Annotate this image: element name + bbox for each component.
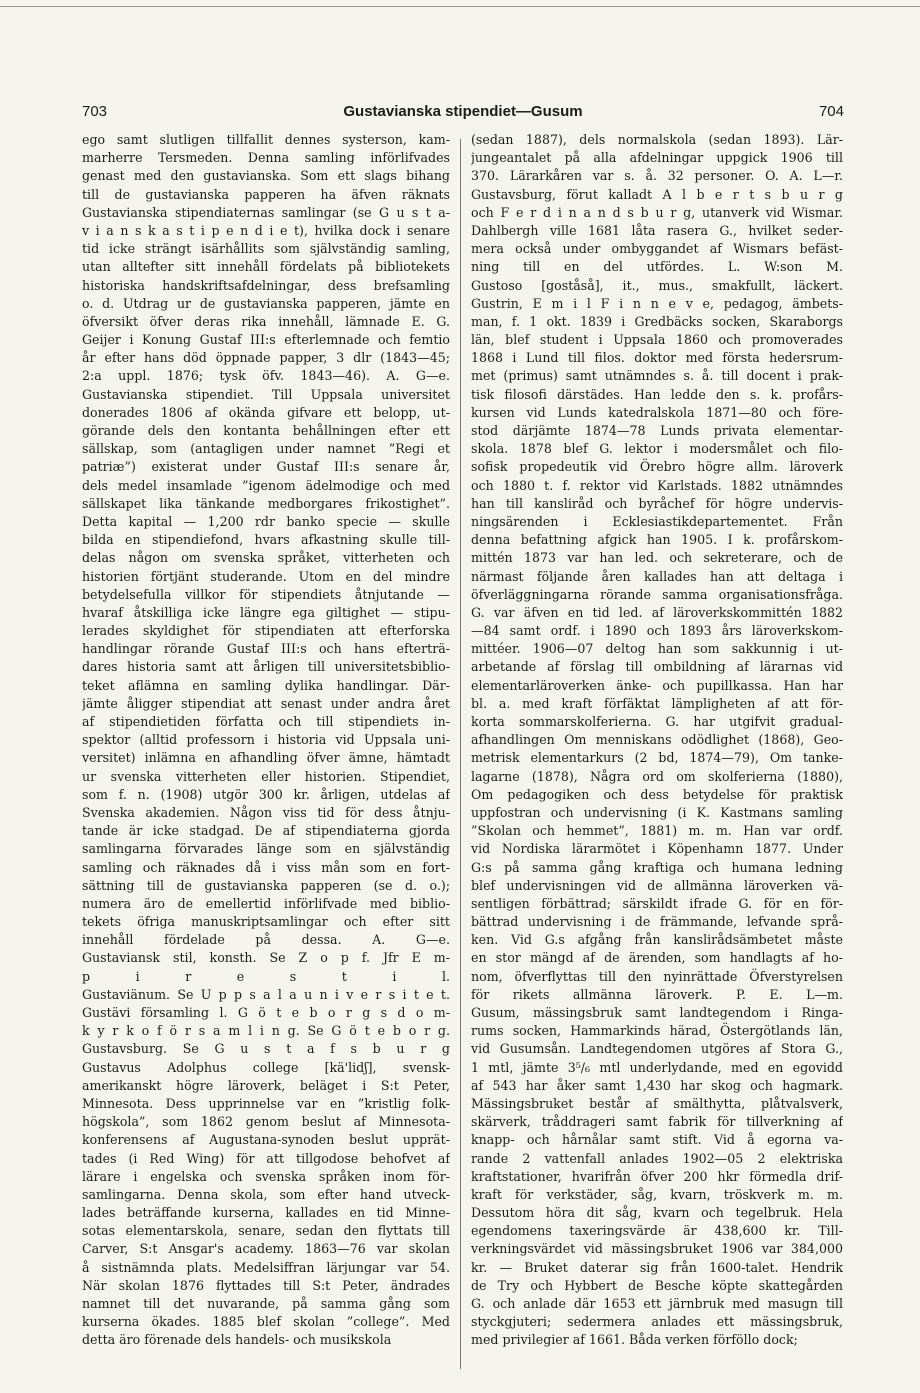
- text-line: Gustavsburg. Se G u s t a f s b u r g: [82, 1041, 450, 1057]
- text-line: samlingarna. Denna skola, som efter hand utveck-: [82, 1186, 450, 1202]
- text-line: nom, öfverflyttas till den nyinrättade Öfverstyrelsen: [471, 968, 843, 984]
- text-line: arbetande af förslag till ombildning af lärarnas vid: [471, 659, 843, 675]
- text-line: å sistnämnda plats. Medelsiffran lärjungar var 54.: [82, 1259, 450, 1275]
- text-line: 1868 i Lund till filos. doktor med första hedersrum-: [471, 350, 843, 366]
- text-line: G. var äfven en tid led. af läroverkskommittén 1882: [471, 604, 843, 620]
- text-line: egendomens taxeringsvärde är 438,600 kr. Till-: [471, 1223, 843, 1239]
- text-line: för rikets allmänna läroverk. P. E. L—m.: [471, 986, 843, 1002]
- text-line: donerades 1806 af okända gifvare ett belopp, ut-: [82, 404, 450, 420]
- text-line: närmast följande åren kallades han att deltaga i: [471, 568, 843, 584]
- text-line: Dessutom höra dit såg, kvarn och tegelbruk. Hela: [471, 1205, 843, 1221]
- text-line: 370. Lärarkåren var s. å. 32 personer. O. A. L—r.: [471, 168, 843, 184]
- text-line: lades beträffande kurserna, kallades en tid Minne-: [82, 1205, 450, 1221]
- text-line: man, f. 1 okt. 1839 i Gredbäcks socken, Skaraborgs: [471, 313, 843, 329]
- text-line: styckgjuteri; sedermera anlades ett mässingsbruk,: [471, 1314, 843, 1330]
- text-line: blef undervisningen vid de allmänna läroverken vä-: [471, 877, 843, 893]
- text-line: metrisk elementarkurs (2 bd, 1874—79), Om tanke-: [471, 750, 843, 766]
- text-line: görande dels den kontanta behållningen efter ett: [82, 423, 450, 438]
- text-line: p i r e s t i l.: [82, 968, 450, 984]
- text-line: detta äro förenade dels handels- och musikskola: [82, 1332, 392, 1348]
- text-line: versitet) inlämna en afhandling öfver ämne, hämtadt: [82, 750, 450, 766]
- text-line: Geijer i Konung Gustaf III:s efterlemnade och femtio: [82, 332, 450, 348]
- text-line: Gusum, mässingsbruk samt landtegendom i Ringa-: [471, 1005, 843, 1020]
- text-line: sällskapet lika tänkande medborgares frikostighet”.: [82, 495, 450, 511]
- text-line: utan alltefter sitt innehåll fördelats på bibliotekets: [82, 259, 450, 275]
- text-line: mittéer. 1906—07 deltog han som sakkunnig i ut-: [471, 641, 843, 657]
- text-line: skola. 1878 blef G. lektor i modersmålet och filo-: [471, 441, 843, 457]
- text-line: Gustavus Adolphus college [kä'lidʃ], svensk-: [82, 1059, 450, 1075]
- text-line: sofisk propedeutik vid Örebro högre allm. läroverk: [471, 459, 843, 475]
- text-line: uppfostran och undervisning (i K. Kastmans samling: [471, 804, 843, 820]
- left-column: [82, 131, 450, 1350]
- text-line: kraftstationer, hvarifrån öfver 200 hkr förmedla drif-: [471, 1168, 843, 1184]
- text-line: Gustrin, E m i l F i n n e v e, pedagog, ämbets-: [471, 295, 843, 311]
- text-line: met (primus) samt utnämndes s. å. till docent i prak-: [471, 368, 843, 384]
- text-line: Mässingsbruket består af smälthytta, plåtvalsverk,: [471, 1095, 843, 1111]
- column-divider: [460, 139, 461, 1369]
- page-number-left: 703: [82, 103, 108, 120]
- text-line: län, blef student i Uppsala 1860 och promoverades: [471, 332, 843, 348]
- text-line: verkningsvärdet vid mässingsbruket 1906 var 384,000: [471, 1241, 843, 1257]
- text-line: Gustavianska stipendiet. Till Uppsala universitet: [82, 386, 450, 402]
- text-line: ken. Vid G.s afgång från kanslirådsämbetet måste: [471, 932, 843, 948]
- text-line: lagarne (1878), Några ord om skolferierna (1880),: [471, 768, 843, 784]
- text-line: k y r k o f ö r s a m l i n g. Se G ö t e b o r g.: [82, 1023, 450, 1039]
- text-line: ning till en del utfördes. L. W:son M.: [471, 259, 843, 275]
- text-line: kursen vid Lunds katedralskola 1871—80 och före-: [471, 404, 843, 420]
- text-line: denna befattning afgick han 1905. I k. profårskom-: [471, 532, 843, 548]
- text-line: handlingar rörande Gustaf III:s och hans efterträ-: [82, 641, 450, 657]
- text-line: mera också under ombyggandet af Wismars befäst-: [471, 241, 843, 257]
- text-line: Gustavianska stipendiaternas samlingar (se G u s t a-: [82, 204, 450, 220]
- text-line: historiska handskriftsafdelningar, dess brefsamling: [82, 277, 450, 293]
- text-line: innehåll fördelade på dessa. A. G—e.: [82, 932, 450, 948]
- text-line: konferensens af Augustana-synoden beslut upprät-: [82, 1132, 450, 1148]
- text-line: samlingarna förvarades länge som en självständig: [82, 841, 450, 857]
- text-line: patriæ”) existerat under Gustaf III:s senare år,: [82, 459, 450, 475]
- text-line: och 1880 t. f. rektor vid Karlstads. 1882 utnämndes: [471, 477, 843, 493]
- top-rule: [0, 6, 920, 7]
- text-line: sotas elementarskola, senare, sedan den flyttats till: [82, 1223, 450, 1239]
- text-line: tisk filosofi därstädes. Han ledde den s. k. profårs-: [471, 386, 843, 402]
- text-line: —84 samt ordf. i 1890 och 1893 års läroverkskom-: [471, 623, 843, 639]
- text-line: Detta kapital — 1,200 rdr banko specie — skulle: [82, 513, 450, 529]
- text-line: tande är icke stadgad. De af stipendiaterna gjorda: [82, 823, 450, 839]
- text-line: tades (i Red Wing) för att tillgodose behofvet af: [82, 1150, 450, 1166]
- text-line: öfverläggningarna rörande samma organisationsfråga.: [471, 586, 843, 602]
- text-line: o. d. Utdrag ur de gustavianska papperen, jämte en: [82, 295, 450, 311]
- text-line: mittén 1873 var han led. och sekreterare, och de: [471, 550, 843, 566]
- text-line: kurserna ökades. 1885 blef skolan ”college”. Med: [82, 1314, 450, 1330]
- right-column: [471, 131, 843, 1350]
- text-line: Minnesota. Dess upprinnelse var en ”kristlig folk-: [82, 1095, 450, 1111]
- text-line: ur svenska vitterheten eller historien. Stipendiet,: [82, 768, 450, 784]
- text-line: lärare i engelska och svenska språken inom för-: [82, 1168, 450, 1184]
- text-line: elementarläroverken änke- och pupillkassa. Han har: [471, 677, 843, 693]
- text-line: vid Gusumsån. Landtegendomen utgöres af Stora G.,: [471, 1041, 843, 1057]
- text-line: en stor mängd af de ärenden, som handlagts af ho-: [471, 950, 843, 966]
- text-line: numera äro de emellertid införlifvade med biblio-: [82, 895, 450, 911]
- text-line: dels medel insamlade ”igenom ädelmodige och med: [82, 477, 450, 493]
- text-line: sättning till de gustavianska papperen (se d. o.);: [82, 877, 450, 893]
- text-line: rums socken, Hammarkinds härad, Östergötlands län,: [471, 1023, 843, 1039]
- text-line: jämte åligger stipendiat att senast under andra året: [82, 695, 450, 711]
- page-number-right: 704: [818, 103, 844, 120]
- text-line: stod därjämte 1874—78 Lunds privata elementar-: [471, 423, 843, 438]
- page-header: [82, 103, 844, 123]
- text-line: spektor (alltid professorn i historia vid Uppsala uni-: [82, 732, 450, 748]
- text-line: knapp- och hårnålar samt stift. Vid å egorna va-: [471, 1132, 843, 1148]
- text-line: betydelsefulla villkor för stipendiets åtnjutande —: [82, 586, 450, 602]
- text-line: v i a n s k a s t i p e n d i e t), hvilka dock i senare: [82, 222, 450, 238]
- text-line: af stipendietiden författa och till stipendiets in-: [82, 714, 450, 729]
- text-line: När skolan 1876 flyttades till S:t Peter, ändrades: [82, 1277, 450, 1293]
- text-line: Gustoso [goståså], it., mus., smakfullt, läckert.: [471, 277, 843, 293]
- text-line: namnet till det nuvarande, på samma gång som: [82, 1296, 450, 1311]
- running-title: Gustavianska stipendiet—Gusum: [343, 103, 583, 120]
- text-line: ”Skolan och hemmet”, 1881) m. m. Han var ordf.: [471, 823, 843, 839]
- text-line: Dahlbergh ville 1681 låta rasera G., hvilket seder-: [471, 222, 843, 238]
- text-line: 2:a uppl. 1876; tysk öfv. 1843—46). A. G—e.: [82, 368, 450, 384]
- text-line: han till kansliråd och byråchef för högre undervis-: [471, 495, 843, 511]
- text-line: tid icke strängt isärhållits som självständig samling,: [82, 241, 450, 257]
- text-line: af 543 har åker samt 1,430 har skog och hagmark.: [471, 1077, 843, 1093]
- text-line: Gustävi församling l. G ö t e b o r g s d o m-: [82, 1005, 450, 1020]
- text-line: Om pedagogiken och dess betydelse för praktisk: [471, 786, 843, 802]
- text-line: samling och räknades då i viss mån som en fort-: [82, 859, 450, 875]
- text-line: tekets öfriga manuskriptsamlingar och efter sitt: [82, 914, 450, 930]
- text-line: ego samt slutligen tillfallit dennes systerson, kam-: [82, 132, 450, 147]
- text-line: historien förtjänt studerande. Utom en del mindre: [82, 568, 450, 584]
- text-line: lerades skyldighet för stipendiaten att efterforska: [82, 623, 450, 639]
- text-line: teket aflämna en samling dylika handlingar. Där-: [82, 677, 450, 693]
- text-line: sällskap, som (antagligen under namnet ”Regi et: [82, 441, 450, 457]
- text-line: afhandlingen Om menniskans odödlighet (1868), Geo-: [471, 732, 843, 748]
- text-line: vid Nordiska lärarmötet i Köpenhamn 1877. Under: [471, 841, 843, 857]
- text-line: Carver, S:t Ansgar's academy. 1863—76 var skolan: [82, 1241, 450, 1257]
- text-line: öfversikt öfver deras rika innehåll, lämnade E. G.: [82, 313, 450, 329]
- text-line: bl. a. med kraft förfäktat lämpligheten af att för-: [471, 695, 843, 711]
- text-line: marherre Tersmeden. Denna samling införlifvades: [82, 150, 450, 166]
- text-line: jungeantalet på alla afdelningar uppgick 1906 till: [471, 150, 843, 166]
- text-line: de Try och Hybbert de Besche köpte skattegården: [471, 1277, 843, 1293]
- text-line: G. och anlade där 1653 ett järnbruk med masugn till: [471, 1296, 843, 1311]
- text-line: Gustaviansk stil, konsth. Se Z o p f. Jfr E m-: [82, 950, 450, 966]
- text-line: kr. — Bruket daterar sig från 1600-talet. Hendrik: [471, 1259, 843, 1275]
- text-line: med privilegier af 1661. Båda verken förföllo dock;: [471, 1332, 798, 1348]
- text-line: delas någon om svenska språket, vitterheten och: [82, 550, 450, 566]
- text-line: rande 2 vattenfall anlades 1902—05 2 elektriska: [471, 1150, 843, 1166]
- text-line: G:s på samma gång kraftiga och humana ledning: [471, 859, 843, 875]
- text-line: (sedan 1887), dels normalskola (sedan 1893). Lär-: [471, 132, 843, 147]
- text-line: högskola”, som 1862 genom beslut af Minnesota-: [82, 1114, 450, 1130]
- text-line: korta sommarskolferierna. G. har utgifvit gradual-: [471, 714, 843, 729]
- text-line: som f. n. (1908) utgör 300 kr. årligen, utdelas af: [82, 786, 450, 802]
- text-line: sentligen förbättrad; särskildt ifrade G. för en för-: [471, 895, 843, 911]
- text-line: ningsärenden i Ecklesiastikdepartementet. Från: [471, 513, 843, 529]
- text-line: Gustavsburg, förut kalladt A l b e r t s b u r g: [471, 186, 843, 202]
- text-line: kraft för verkstäder, såg, kvarn, tröskverk m. m.: [471, 1186, 843, 1202]
- text-line: bättrad undervisning i de främmande, lefvande språ-: [471, 914, 843, 930]
- text-line: dares historia samt att årligen till universitetsbiblio-: [82, 659, 450, 675]
- text-line: bilda en stipendiefond, hvars afkastning skulle till-: [82, 532, 450, 548]
- text-line: år efter hans död öppnade papper, 3 dlr (1843—45;: [82, 350, 450, 366]
- text-line: skärverk, tråddrageri samt fabrik för tillverkning af: [471, 1114, 843, 1130]
- text-line: genast med den gustavianska. Som ett slags bihang: [82, 168, 450, 184]
- text-line: Gustaviänum. Se U p p s a l a u n i v e r s i t e t.: [82, 986, 450, 1002]
- text-line: till de gustavianska papperen ha äfven räknats: [82, 186, 450, 202]
- text-line: 1 mtl, jämte 3⁵/₆ mtl underlydande, med en egovidd: [471, 1059, 843, 1075]
- text-line: amerikanskt högre läroverk, beläget i S:t Peter,: [82, 1077, 450, 1093]
- text-line: hvaraf åtskilliga icke längre ega giltighet — stipu-: [82, 604, 450, 620]
- text-line: och F e r d i n a n d s b u r g, utanverk vid Wismar.: [471, 204, 843, 220]
- text-line: Svenska akademien. Någon viss tid för dess åtnju-: [82, 804, 450, 820]
